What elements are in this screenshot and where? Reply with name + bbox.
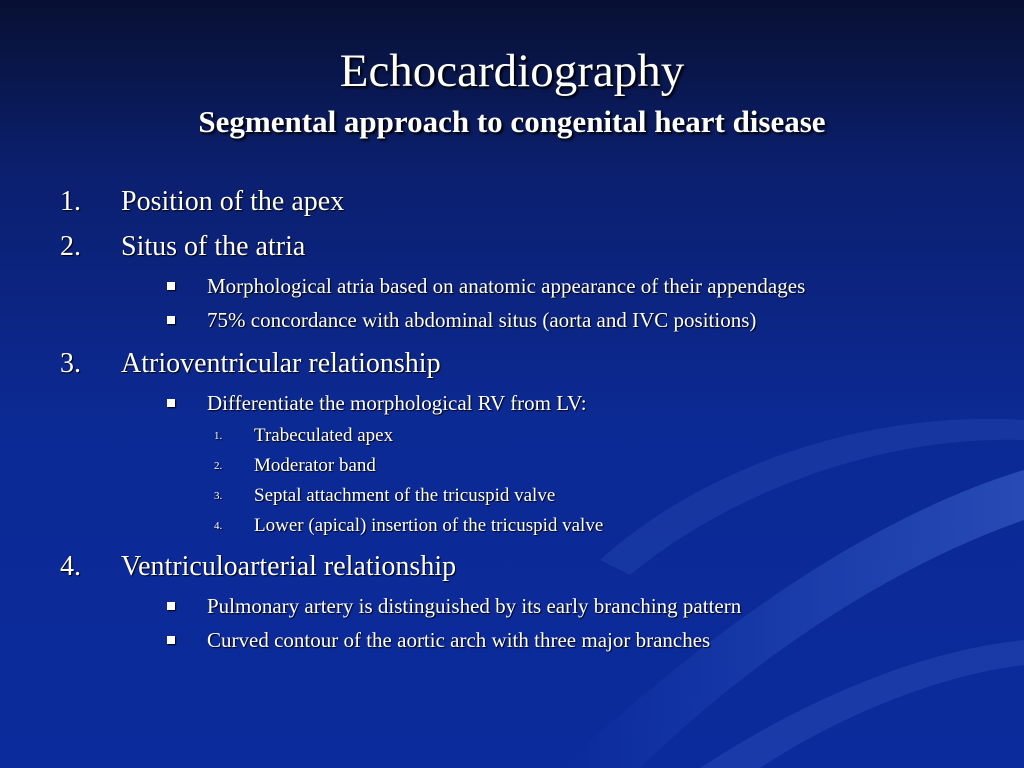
bullet-item <box>0 272 1024 306</box>
bullet-text: Differentiate the morphological RV from LV: <box>207 391 587 415</box>
sub-list-item <box>0 513 1024 543</box>
bullet-item <box>0 592 1024 626</box>
square-bullet-icon <box>167 316 175 324</box>
list-item <box>0 344 1024 389</box>
list-item-text: Position of the apex <box>121 186 345 217</box>
list-item <box>0 182 1024 227</box>
list-item-text: Ventriculoarterial relationship <box>121 551 457 582</box>
bullet-text: Morphological atria based on anatomic appearance of their appendages <box>207 274 806 298</box>
sub-list-item-number: 3. <box>214 490 223 502</box>
list-item-number: 3. <box>60 348 81 379</box>
bullet-item <box>0 389 1024 423</box>
sub-list-item-text: Trabeculated apex <box>254 425 394 446</box>
bullet-text: Pulmonary artery is distinguished by its early branching pattern <box>207 594 742 618</box>
list-item-number: 2. <box>60 231 81 262</box>
sub-list-item-text: Septal attachment of the tricuspid valve <box>254 485 556 506</box>
sub-list-item <box>0 483 1024 513</box>
list-item-number: 4. <box>60 551 81 582</box>
list-item <box>0 547 1024 592</box>
slide-subtitle: Segmental approach to congenital heart disease <box>198 104 826 139</box>
slide-title: Echocardiography <box>339 45 685 97</box>
square-bullet-icon <box>167 282 175 290</box>
title-block <box>0 44 1024 142</box>
bullet-text: Curved contour of the aortic arch with three major branches <box>207 628 711 652</box>
square-bullet-icon <box>167 399 175 407</box>
sub-list-item-text: Moderator band <box>254 455 376 476</box>
bullet-item <box>0 626 1024 660</box>
square-bullet-icon <box>167 636 175 644</box>
sub-list-item-number: 1. <box>214 430 223 442</box>
list-item-text: Situs of the atria <box>121 231 306 262</box>
list-item-number: 1. <box>60 186 81 217</box>
sub-list-item <box>0 423 1024 453</box>
slide-content <box>0 182 1024 660</box>
bullet-text: 75% concordance with abdominal situs (aorta and IVC positions) <box>207 308 757 332</box>
sub-list-item <box>0 453 1024 483</box>
square-bullet-icon <box>167 602 175 610</box>
sub-list-item-number: 4. <box>214 520 223 532</box>
bullet-item <box>0 306 1024 340</box>
sub-list-item-text: Lower (apical) insertion of the tricuspid valve <box>254 515 604 536</box>
sub-list-item-number: 2. <box>214 460 223 472</box>
list-item-text: Atrioventricular relationship <box>121 348 441 379</box>
list-item <box>0 227 1024 272</box>
